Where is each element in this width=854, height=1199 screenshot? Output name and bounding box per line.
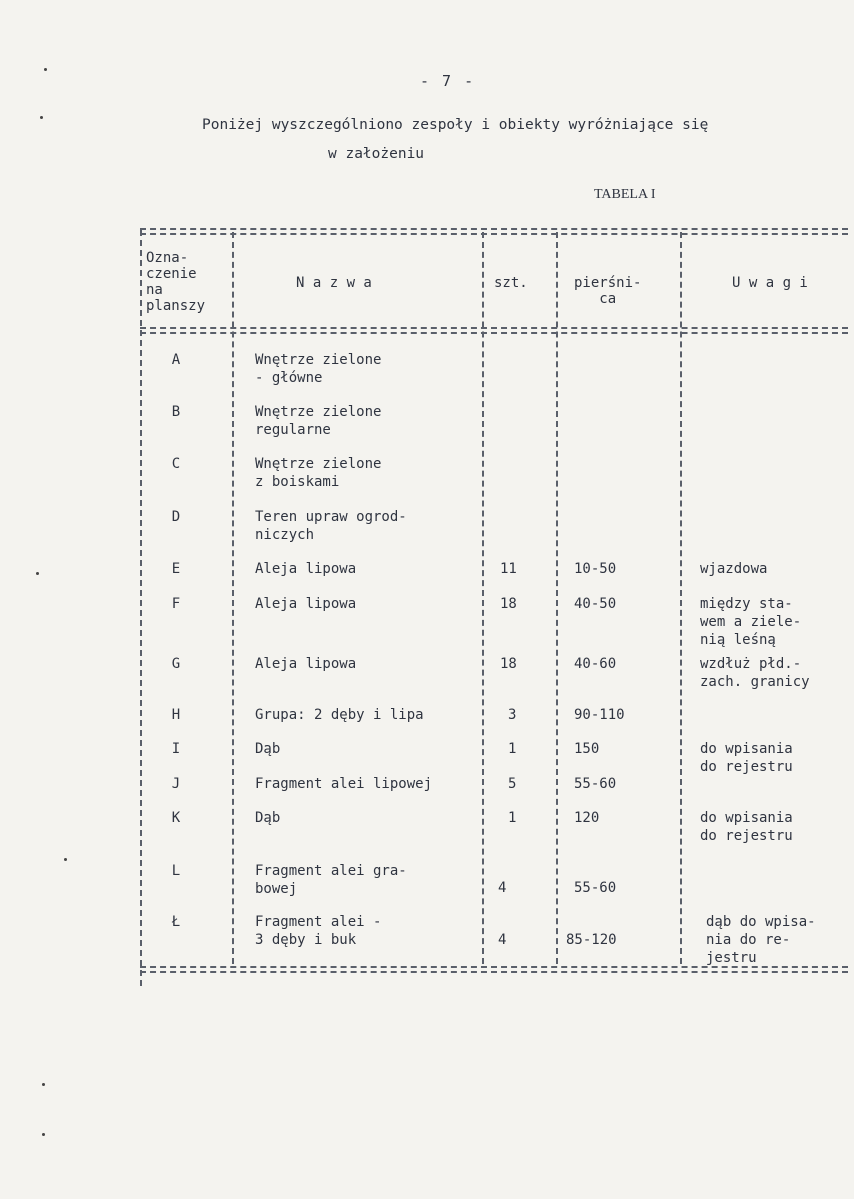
row-name: Wnętrze zielone - główne: [255, 352, 382, 386]
header-count: szt.: [494, 275, 528, 291]
row-name: Fragment alei lipowej: [255, 776, 433, 792]
page-number: - 7 -: [420, 72, 476, 90]
row-name: Aleja lipowa: [255, 561, 357, 577]
row-code: L: [171, 863, 181, 879]
row-name: Wnętrze zielone z boiskami: [255, 456, 382, 490]
row-code: J: [171, 776, 181, 792]
margin-dot: [42, 1083, 45, 1086]
row-name: Fragment alei gra- bowej: [255, 863, 407, 897]
row-girth: 85-120: [566, 932, 617, 948]
row-girth: 120: [574, 810, 600, 826]
row-count: 11: [500, 561, 517, 577]
margin-dot: [42, 1133, 45, 1136]
row-notes: dąb do wpisa- nia do re- jestru: [706, 914, 816, 966]
column-divider: [680, 232, 682, 964]
header-name: N a z w a: [296, 275, 372, 291]
row-girth: 150: [574, 741, 600, 757]
margin-dot: [44, 68, 47, 71]
row-code: D: [171, 509, 181, 525]
row-girth: 55-60: [574, 776, 617, 792]
row-count: 4: [498, 880, 507, 896]
margin-dot: [40, 116, 43, 119]
row-count: 4: [498, 932, 507, 948]
row-girth: 40-50: [574, 596, 617, 612]
row-notes: między sta- wem a ziele- nią leśną: [700, 596, 802, 648]
table-bottom-rule: [140, 966, 848, 973]
row-name: Teren upraw ogrod- niczych: [255, 509, 407, 543]
margin-dot: [64, 858, 67, 861]
column-divider: [232, 232, 234, 964]
intro-line-1: Poniżej wyszczególniono zespoły i obiekty wyróżniające się: [202, 117, 709, 133]
row-name: Dąb: [255, 810, 281, 826]
row-code: F: [171, 596, 181, 612]
row-code: I: [171, 741, 181, 757]
margin-dot: [36, 572, 39, 575]
row-code: E: [171, 561, 181, 577]
row-name: Aleja lipowa: [255, 596, 357, 612]
row-count: 18: [500, 596, 517, 612]
row-girth: 40-60: [574, 656, 617, 672]
row-girth: 90-110: [574, 707, 625, 723]
row-girth: 10-50: [574, 561, 617, 577]
row-notes: wjazdowa: [700, 561, 768, 577]
header-girth: pierśni- ca: [574, 275, 642, 307]
row-count: 5: [508, 776, 517, 792]
table-top-rule: [140, 228, 848, 235]
row-code: Ł: [171, 914, 181, 930]
row-code: H: [171, 707, 181, 723]
row-notes: do wpisania do rejestru: [700, 810, 793, 844]
header-bottom-rule: [140, 327, 848, 334]
table-left-border: [140, 230, 142, 986]
row-name: Dąb: [255, 741, 281, 757]
row-name: Wnętrze zielone regularne: [255, 404, 382, 438]
column-divider: [482, 232, 484, 964]
row-count: 1: [508, 741, 517, 757]
row-code: C: [171, 456, 181, 472]
row-code: B: [171, 404, 181, 420]
header-notes: U w a g i: [732, 275, 808, 291]
row-name: Aleja lipowa: [255, 656, 357, 672]
intro-line-2: w założeniu: [328, 146, 425, 162]
row-name: Grupa: 2 dęby i lipa: [255, 707, 424, 723]
row-notes: do wpisania do rejestru: [700, 741, 793, 775]
row-code: G: [171, 656, 181, 672]
row-code: K: [171, 810, 181, 826]
row-name: Fragment alei - 3 dęby i buk: [255, 914, 382, 948]
row-count: 1: [508, 810, 517, 826]
row-count: 3: [508, 707, 517, 723]
row-notes: wzdłuż płd.- zach. granicy: [700, 656, 810, 690]
row-code: A: [171, 352, 181, 368]
column-divider: [556, 232, 558, 964]
row-count: 18: [500, 656, 517, 672]
table-title: TABELA I: [594, 187, 656, 202]
header-code: Ozna- czenie na planszy: [146, 250, 206, 314]
row-girth: 55-60: [574, 880, 617, 896]
